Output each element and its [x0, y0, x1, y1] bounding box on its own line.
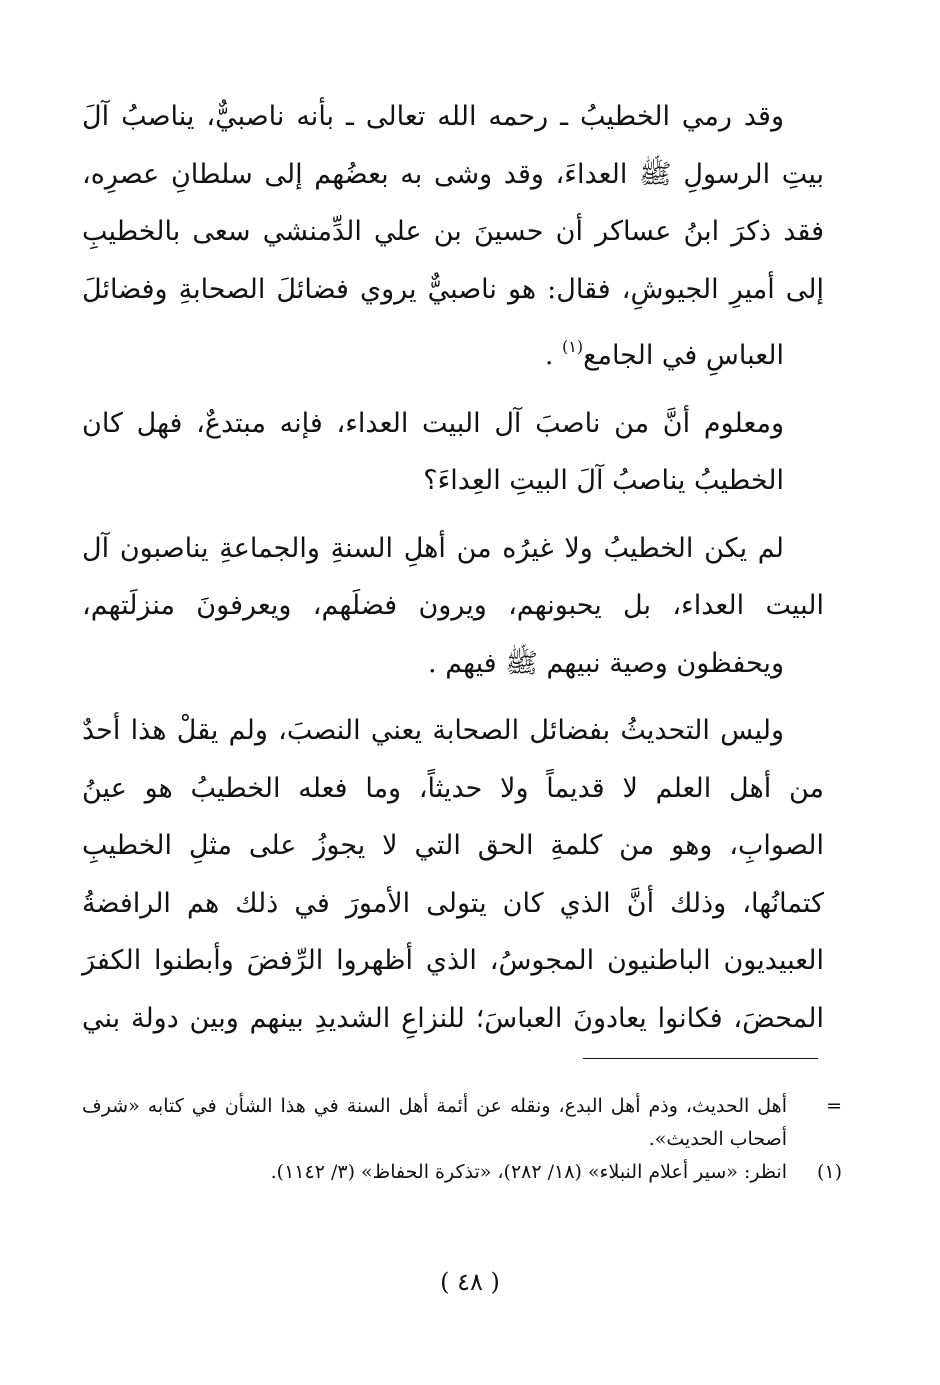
footnote-continuation	[82, 1090, 842, 1156]
text-line: العبيديون الباطنيون المجوسُ، الذي أظهروا الرِّفضَ وأبطنوا الكفرَ	[82, 945, 824, 976]
text-line: فقد ذكرَ ابنُ عساكر أن حسينَ بن علي الدِّمنشي سعى بالخطيبِ إلى	[82, 216, 824, 305]
footnote-marker: =	[826, 1095, 842, 1117]
text-line: المحضَ، فكانوا يعادونَ العباسَ؛ للنزاعِ الشديدِ بينهم وبين دولة بني	[82, 1002, 824, 1034]
footnote-text: أهل الحديث، وذم أهل البدع، ونقله عن أئمة أهل السنة في هذا الشأن في كتابه «شرف أصحاب الحديث».	[82, 1095, 787, 1150]
paragraph-3	[82, 520, 824, 693]
paragraph-4	[82, 702, 824, 1047]
paragraph-2	[82, 395, 824, 510]
text-line: أميرِ الجيوشِ، فقال: هو ناصبيٌّ يروي فضائلَ الصحابةِ وفضائلَ	[82, 273, 775, 305]
text-line: وقد رمي الخطيبُ ـ رحمه الله تعالى ـ بأنه ناصبيٌّ، يناصبُ	[121, 101, 784, 132]
text-line: لم يكن الخطيبُ ولا غيرُه من أهلِ السنةِ والجماعةِ يناصبون	[119, 532, 784, 564]
footnote-marker: (١)	[816, 1161, 842, 1183]
main-text	[82, 88, 824, 1047]
paragraph-1	[82, 88, 824, 385]
page-number: ( ٤٨ )	[440, 1268, 500, 1296]
footnote-reference[interactable]: (١)	[562, 337, 584, 356]
footnote-text: انظر: «سير أعلام النبلاء» (١٨/ ٢٨٢)، «تذكرة الحفاظ» (٣/ ١١٤٢).	[270, 1161, 787, 1183]
text-line: آل البيت العداء، بل يحبونهم، ويرون فضلَهم، ويعرفونَ منزلَتهم،	[82, 532, 824, 621]
text-line: العباسِ في الجامع	[583, 340, 784, 371]
text-line: الصوابِ، وهو من كلمةِ الحق التي لا يجوزُ على مثلِ الخطيبِ	[82, 830, 824, 861]
text-line-end: .	[544, 340, 563, 371]
footnote-1	[82, 1156, 842, 1189]
paragraph-1-last-line	[545, 318, 824, 385]
footnote-divider	[583, 1058, 818, 1059]
text-line: ومعلوم أنَّ من ناصبَ آل البيت العداء، فإنه مبتدعٌ، فهل كان	[82, 407, 784, 439]
text-line: ويحفظون وصية نبيهم ﷺ فيهم .	[428, 647, 784, 679]
text-line: من أهل العلم لا قديماً ولا حديثاً، وما فعله الخطيبُ هو عينُ	[82, 772, 824, 804]
footnotes	[82, 1090, 842, 1189]
text-line: آلَ بيتِ الرسولِ ﷺ العداءَ، وقد وشى به بعضُهم إلى سلطانِ عصرِه،	[82, 101, 824, 190]
text-line: وليس التحديثُ بفضائل الصحابة يعني النصبَ، ولم يقلْ هذا أحدٌ	[82, 715, 784, 746]
text-line: الخطيبُ يناصبُ آلَ البيتِ العِداءَ؟	[423, 465, 784, 496]
text-line: كتمانُها، وذلك أنَّ الذي كان يتولى الأمورَ في ذلك هم الرافضةُ	[82, 887, 824, 919]
